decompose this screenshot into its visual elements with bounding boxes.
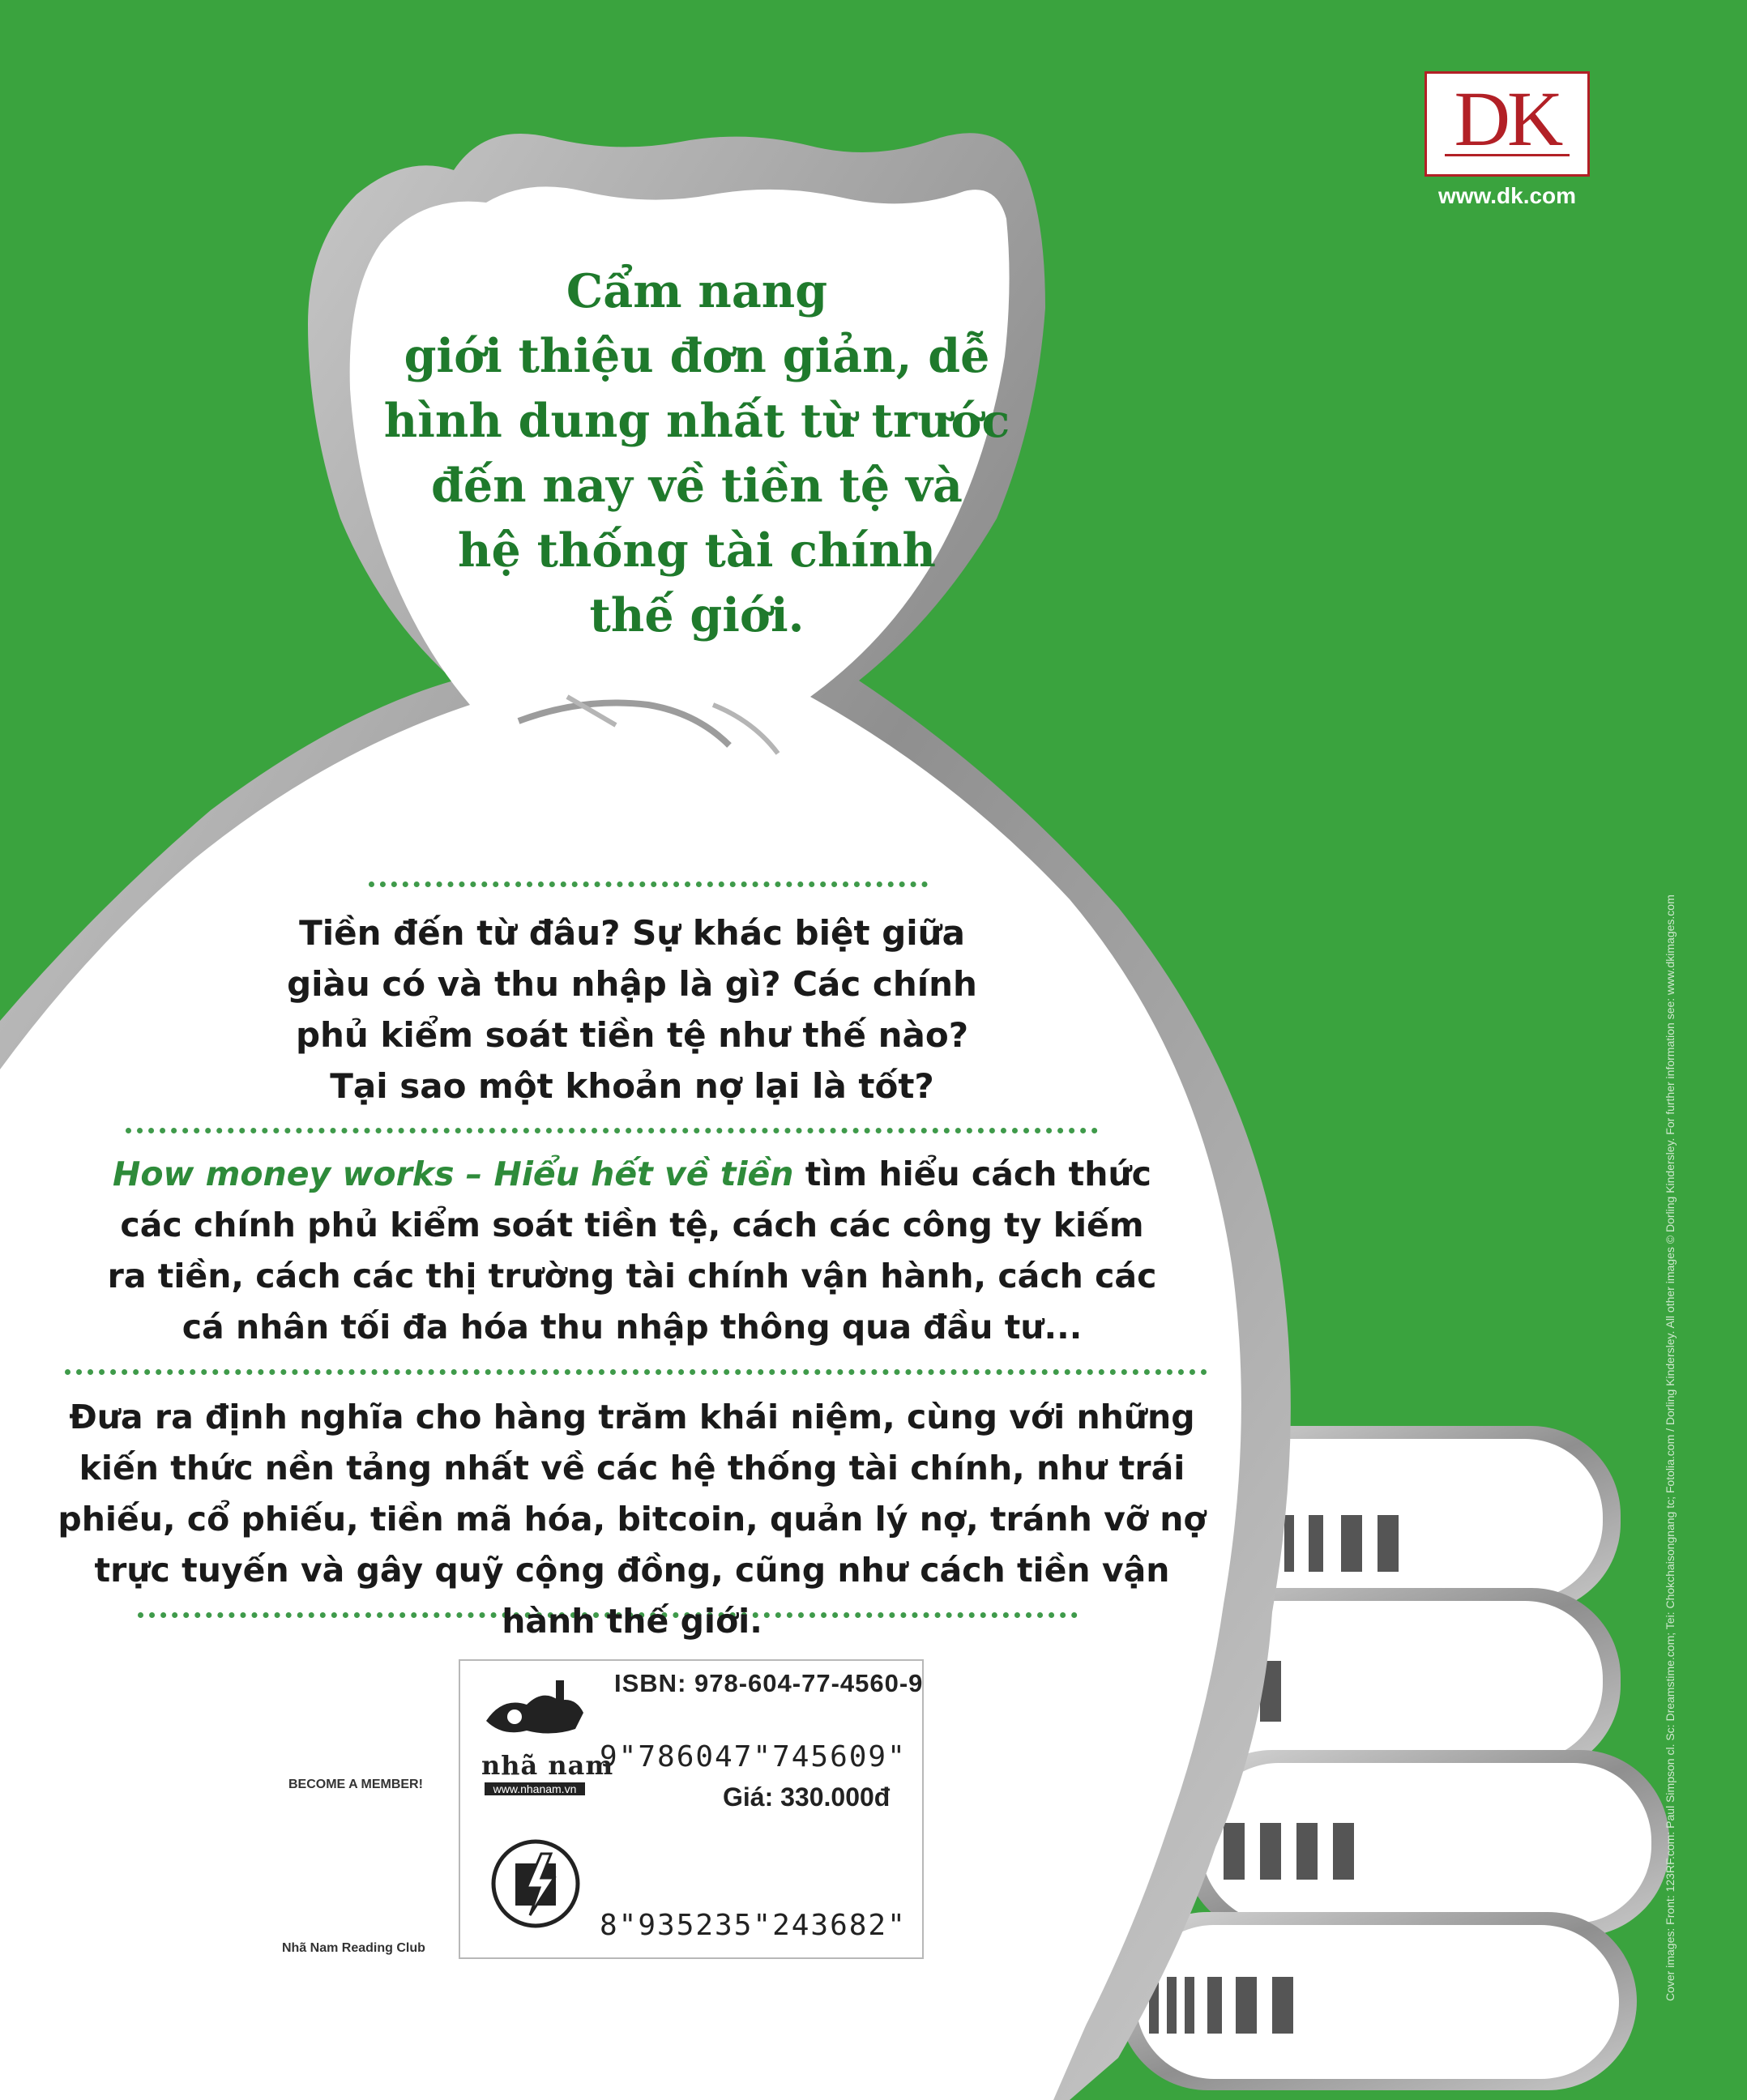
anti-piracy-stamp-icon	[467, 1815, 604, 1953]
image-credits: Cover images: Front: 123RF.com: Paul Simpson cl. Sc: Dreamstime.com; Tei: Chokchaisongnang tc; Fotolia.com / Dorling Kindersley. All other images © Dorling Kindersley. For further information see: www.dkimages.com	[1664, 894, 1677, 2001]
description-text: tìm hiểu cách thức các chính phủ kiểm soát tiền tệ, cách các công ty kiếm ra tiền, cách các thị trường tài chính vận hành, cách các cá nhân tối đa hóa thu nhập thông qua đầu tư...	[107, 1155, 1157, 1347]
product-barcode-number: 8"935235"243682"	[600, 1909, 907, 1942]
separator	[369, 881, 928, 887]
separator	[126, 1128, 1098, 1133]
reading-club-text: Nhã Nam Reading Club	[282, 1941, 425, 1955]
dk-website: www.dk.com	[1437, 183, 1577, 208]
tagline-line: đến nay về tiền tệ và	[430, 459, 963, 513]
member-text: BECOME A MEMBER!	[288, 1778, 423, 1791]
tagline	[340, 259, 1053, 648]
separator	[65, 1369, 1207, 1375]
dk-logo-letters: DK	[1454, 75, 1561, 162]
nhanam-logo-icon	[478, 1672, 592, 1753]
tagline-line: hình dung nhất từ trước	[383, 394, 1010, 448]
description-paragraph	[105, 1149, 1159, 1353]
price: Giá: 330.000đ	[723, 1782, 891, 1812]
dk-book-icon	[1445, 154, 1570, 168]
definitions-paragraph: Đưa ra định nghĩa cho hàng trăm khái niệm, cùng với những kiến thức nền tảng nhất về các hệ thống tài chính, như trái phiếu, cổ phiếu, tiền mã hóa, bitcoin, quản lý nợ, tránh vỡ nợ trực tuyến và gây quỹ cộng đồng, cũng như cách tiền vận hành thế giới.	[58, 1398, 1207, 1641]
tagline-line: hệ thống tài chính	[458, 523, 936, 578]
publisher-name: nhã nam	[481, 1750, 614, 1781]
tagline-line: Cẩm nang	[566, 264, 828, 318]
tagline-line: giới thiệu đơn giản, dễ	[404, 329, 990, 383]
book-title: How money works – Hiểu hết về tiền	[113, 1155, 794, 1193]
tagline-line: thế giới.	[589, 588, 805, 642]
dk-logo	[1425, 71, 1590, 177]
question-paragraph: Tiền đến từ đâu? Sự khác biệt giữa giàu có và thu nhập là gì? Các chính phủ kiểm soát tiền tệ như thế nào? Tại sao một khoản nợ lại là tốt?	[287, 913, 977, 1106]
isbn-barcode-number: 9"786047"745609"	[600, 1740, 907, 1773]
publisher-url: www.nhanam.vn	[485, 1782, 585, 1795]
isbn: ISBN: 978-604-77-4560-9	[614, 1669, 924, 1697]
